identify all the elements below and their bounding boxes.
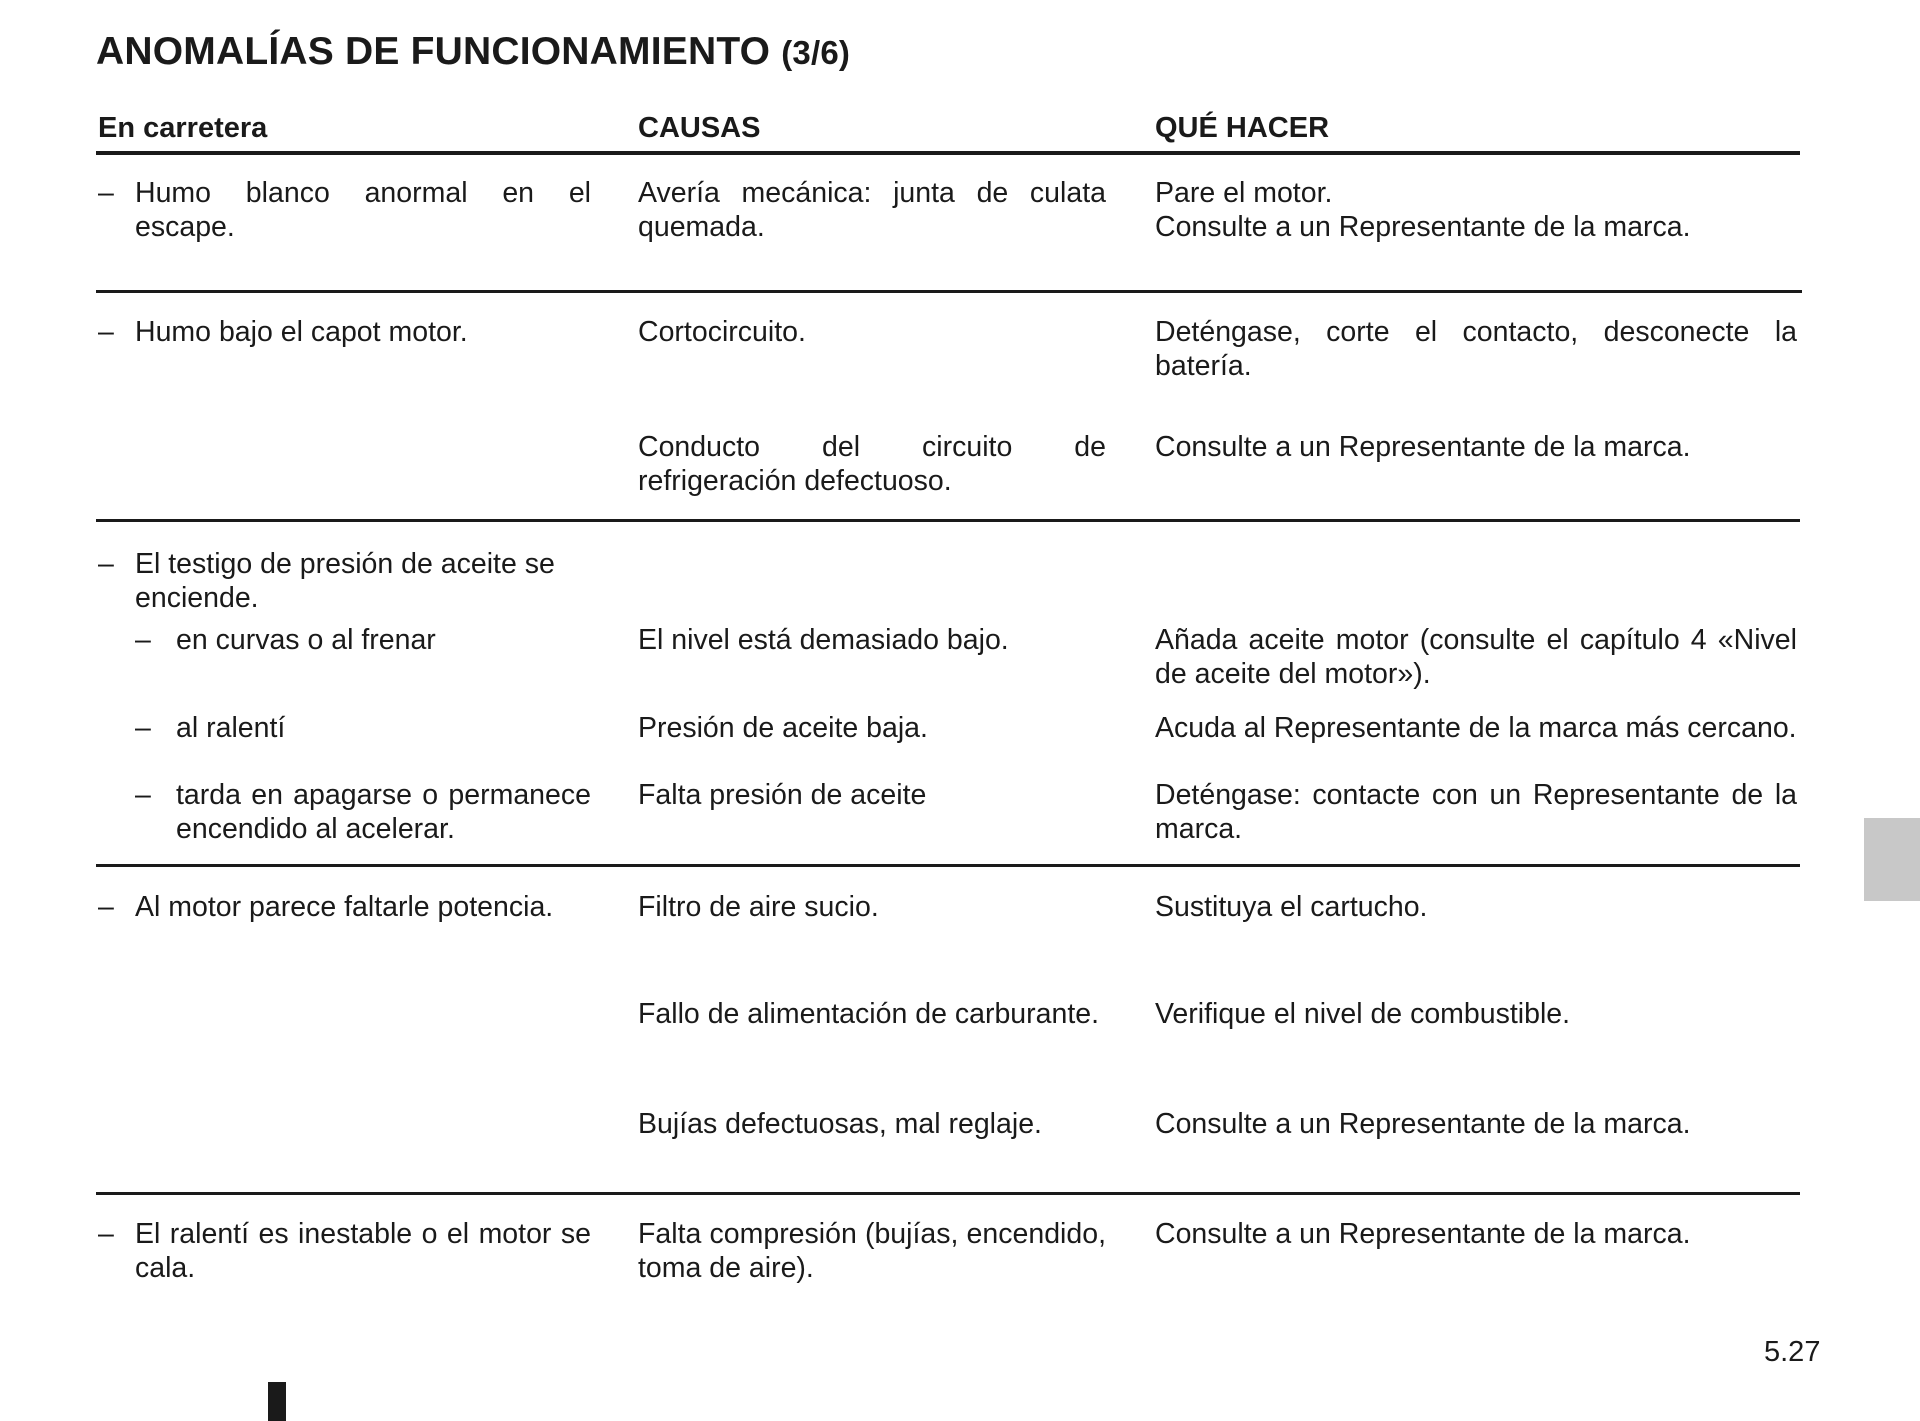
cause-low-oil-pressure: Presión de aceite baja. (638, 712, 928, 744)
symptom-slow-to-turn-off: tarda en apagarse o permanece encendido al acelerar. (176, 779, 591, 845)
action-replace-cartridge: Sustituya el cartucho. (1155, 891, 1428, 923)
print-crop-mark (268, 1382, 286, 1421)
bullet-dash: – (135, 779, 151, 811)
bullet-dash: – (135, 624, 151, 656)
action-consult-rep: Consulte a un Representante de la marca. (1155, 431, 1691, 463)
symptom-unstable-idle: El ralentí es inestable o el motor se cala. (135, 1218, 591, 1284)
bullet-dash: – (98, 177, 114, 209)
cause-fuel-supply: Fallo de alimentación de carburante. (638, 998, 1100, 1030)
header-causes: CAUSAS (638, 112, 761, 144)
action-consult-rep: Consulte a un Representante de la marca. (1155, 1218, 1691, 1250)
action-add-oil: Añada aceite motor (consulte el capítulo 4 «Nivel de aceite del motor»). (1155, 624, 1797, 690)
bullet-dash: – (135, 712, 151, 744)
symptom-hood-smoke: Humo bajo el capot motor. (135, 316, 468, 348)
symptom-oil-pressure-light: El testigo de presión de aceite se enciende. (135, 548, 555, 614)
page-title-main: ANOMALÍAS DE FUNCIONAMIENTO (96, 30, 771, 73)
bullet-dash: – (98, 316, 114, 348)
page-number: 5.27 (1764, 1336, 1821, 1368)
row-divider (96, 864, 1800, 867)
cause-dirty-air-filter: Filtro de aire sucio. (638, 891, 879, 923)
header-action: QUÉ HACER (1155, 112, 1330, 144)
header-rule (96, 151, 1800, 155)
bullet-dash: – (98, 548, 114, 580)
cause-spark-plugs: Bujías defectuosas, mal reglaje. (638, 1108, 1042, 1140)
symptom-lack-power: Al motor parece faltarle potencia. (135, 891, 554, 923)
page-title-part: (3/6) (781, 34, 851, 71)
action-nearest-rep: Acuda al Representante de la marca más cercano. (1155, 712, 1797, 744)
row-divider (96, 290, 1802, 293)
page-title (96, 30, 850, 74)
symptom-curves-braking: en curvas o al frenar (176, 624, 436, 656)
row-divider (96, 1192, 1800, 1195)
bullet-dash: – (98, 1218, 114, 1250)
action-consult-rep: Consulte a un Representante de la marca. (1155, 1108, 1691, 1140)
cause-no-oil-pressure: Falta presión de aceite (638, 779, 927, 811)
section-thumb-tab (1864, 818, 1920, 901)
action-disconnect-battery: Deténgase, corte el contacto, desconecte la batería. (1155, 316, 1797, 382)
cause-cooling-duct: Conducto del circuito de refrigeración defectuoso. (638, 431, 1106, 497)
bullet-dash: – (98, 891, 114, 923)
cause-short-circuit: Cortocircuito. (638, 316, 806, 348)
action-stop-engine: Pare el motor. (1155, 177, 1333, 209)
cause-compression: Falta compresión (bujías, encendido, toma de aire). (638, 1218, 1106, 1284)
action-consult-rep: Consulte a un Representante de la marca. (1155, 211, 1691, 243)
action-check-fuel: Verifique el nivel de combustible. (1155, 998, 1571, 1030)
header-symptom: En carretera (98, 112, 268, 144)
symptom-white-smoke: Humo blanco anormal en el escape. (135, 177, 591, 243)
cause-head-gasket: Avería mecánica: junta de culata quemada. (638, 177, 1106, 243)
symptom-idle: al ralentí (176, 712, 286, 744)
action-stop-contact-rep: Deténgase: contacte con un Representante de la marca. (1155, 779, 1797, 845)
cause-level-low: El nivel está demasiado bajo. (638, 624, 1009, 656)
row-divider (96, 519, 1800, 522)
